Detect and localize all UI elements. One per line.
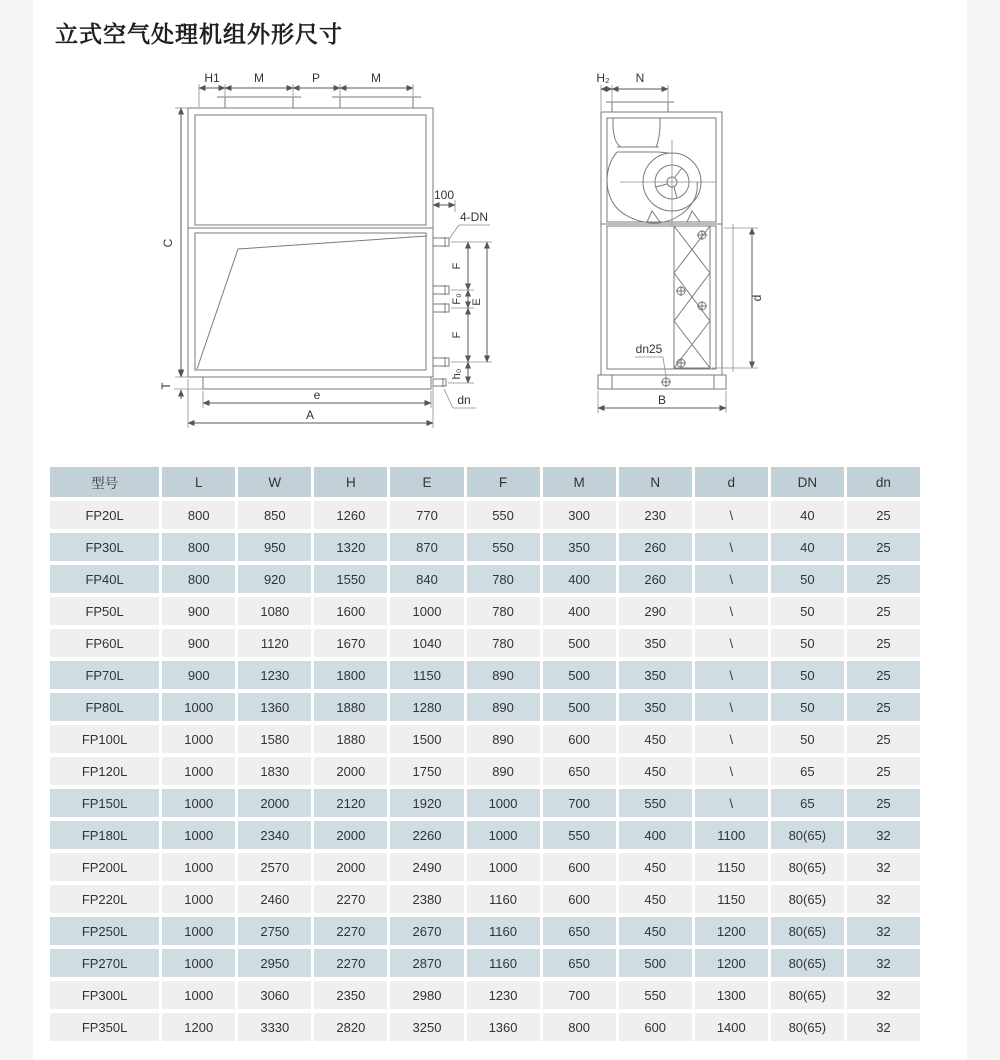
value-cell: \ — [695, 501, 768, 529]
table-header-row — [50, 467, 920, 497]
dim-label-t: T — [159, 382, 173, 390]
side-outlet-collar — [606, 102, 674, 112]
value-cell: 1000 — [162, 789, 235, 817]
table-row — [50, 853, 920, 881]
column-header: E — [390, 467, 463, 497]
value-cell: 50 — [771, 565, 844, 593]
value-cell: 1080 — [238, 597, 311, 625]
value-cell: 800 — [162, 501, 235, 529]
value-cell: 1500 — [390, 725, 463, 753]
table-row — [50, 661, 920, 689]
model-cell: FP270L — [50, 949, 159, 977]
dim-label-f0: F₀ — [451, 293, 463, 305]
value-cell: \ — [695, 565, 768, 593]
value-cell: 2270 — [314, 885, 387, 913]
table-row — [50, 565, 920, 593]
column-header: H — [314, 467, 387, 497]
model-cell: FP200L — [50, 853, 159, 881]
value-cell: 1160 — [467, 917, 540, 945]
model-cell: FP120L — [50, 757, 159, 785]
value-cell: 1000 — [162, 757, 235, 785]
value-cell: 2750 — [238, 917, 311, 945]
dim-label-m-left: M — [254, 71, 264, 85]
dim-label-d: d — [750, 294, 764, 302]
value-cell: 2000 — [314, 821, 387, 849]
model-cell: FP350L — [50, 1013, 159, 1041]
value-cell: 1040 — [390, 629, 463, 657]
value-cell: 80(65) — [771, 821, 844, 849]
value-cell: 900 — [162, 629, 235, 657]
column-header: N — [619, 467, 692, 497]
value-cell: 450 — [619, 725, 692, 753]
value-cell: 1000 — [467, 821, 540, 849]
value-cell: 780 — [467, 629, 540, 657]
value-cell: 1000 — [162, 853, 235, 881]
value-cell: \ — [695, 533, 768, 561]
value-cell: 600 — [619, 1013, 692, 1041]
side-view-diagram — [596, 71, 764, 413]
value-cell: 2260 — [390, 821, 463, 849]
value-cell: 1000 — [162, 949, 235, 977]
top-outlet-collars — [217, 97, 421, 108]
value-cell: 65 — [771, 757, 844, 785]
value-cell: \ — [695, 629, 768, 657]
value-cell: 2120 — [314, 789, 387, 817]
value-cell: 50 — [771, 725, 844, 753]
value-cell: 1200 — [695, 949, 768, 977]
dim-label-b: B — [657, 393, 667, 407]
value-cell: 1300 — [695, 981, 768, 1009]
value-cell: 2870 — [390, 949, 463, 977]
value-cell: 1600 — [314, 597, 387, 625]
value-cell: 2000 — [238, 789, 311, 817]
value-cell: 400 — [543, 597, 616, 625]
value-cell: 870 — [390, 533, 463, 561]
b-dimension — [598, 391, 726, 413]
value-cell: 2380 — [390, 885, 463, 913]
value-cell: 1880 — [314, 693, 387, 721]
table-row — [50, 821, 920, 849]
dim-label-m-right: M — [371, 71, 381, 85]
value-cell: 32 — [847, 949, 920, 977]
model-cell: FP180L — [50, 821, 159, 849]
top-dimension-chain — [199, 71, 413, 107]
value-cell: \ — [695, 725, 768, 753]
value-cell: 300 — [543, 501, 616, 529]
value-cell: 350 — [619, 661, 692, 689]
value-cell: 25 — [847, 693, 920, 721]
dim-label-e: e — [313, 388, 321, 402]
value-cell: 920 — [238, 565, 311, 593]
value-cell: 40 — [771, 533, 844, 561]
dim-label-f-lower: F — [451, 331, 463, 339]
value-cell: 1200 — [695, 917, 768, 945]
dim-label-dn: dn — [457, 393, 471, 407]
dim-label-h2: H₂ — [596, 71, 610, 85]
value-cell: 32 — [847, 917, 920, 945]
value-cell: 2350 — [314, 981, 387, 1009]
table-row — [50, 597, 920, 625]
value-cell: 25 — [847, 565, 920, 593]
page — [33, 0, 967, 1060]
value-cell: 890 — [467, 757, 540, 785]
value-cell: 260 — [619, 565, 692, 593]
value-cell: 40 — [771, 501, 844, 529]
value-cell: 600 — [543, 853, 616, 881]
value-cell: 80(65) — [771, 917, 844, 945]
value-cell: 1000 — [162, 725, 235, 753]
column-header: W — [238, 467, 311, 497]
value-cell: 1800 — [314, 661, 387, 689]
value-cell: 1830 — [238, 757, 311, 785]
model-cell: FP60L — [50, 629, 159, 657]
column-header: DN — [771, 467, 844, 497]
value-cell: 2000 — [314, 757, 387, 785]
value-cell: 25 — [847, 789, 920, 817]
table-row — [50, 917, 920, 945]
cabinet-outline — [188, 108, 433, 389]
column-header: d — [695, 467, 768, 497]
dn25-callout — [635, 342, 666, 377]
value-cell: 600 — [543, 885, 616, 913]
value-cell: 450 — [619, 853, 692, 881]
column-header: M — [543, 467, 616, 497]
dim-label-dn25: dn25 — [635, 342, 663, 356]
table-row — [50, 501, 920, 529]
value-cell: \ — [695, 597, 768, 625]
value-cell: \ — [695, 757, 768, 785]
column-header: F — [467, 467, 540, 497]
value-cell: 80(65) — [771, 885, 844, 913]
offset-100-dimension — [433, 188, 455, 212]
table-row — [50, 949, 920, 977]
diagrams-svg — [33, 55, 967, 455]
value-cell: 25 — [847, 629, 920, 657]
value-cell: 800 — [543, 1013, 616, 1041]
value-cell: 700 — [543, 981, 616, 1009]
value-cell: 890 — [467, 693, 540, 721]
value-cell: 2270 — [314, 917, 387, 945]
value-cell: 1260 — [314, 501, 387, 529]
table-row — [50, 757, 920, 785]
value-cell: 1360 — [238, 693, 311, 721]
value-cell: 400 — [619, 821, 692, 849]
value-cell: \ — [695, 693, 768, 721]
value-cell: 1160 — [467, 949, 540, 977]
value-cell: 32 — [847, 981, 920, 1009]
model-cell: FP100L — [50, 725, 159, 753]
value-cell: 3060 — [238, 981, 311, 1009]
value-cell: 80(65) — [771, 949, 844, 977]
pipe-stubs — [433, 237, 449, 387]
value-cell: 1550 — [314, 565, 387, 593]
value-cell: 350 — [619, 693, 692, 721]
h2-n-dimensions — [596, 71, 668, 111]
table-row — [50, 789, 920, 817]
value-cell: 25 — [847, 597, 920, 625]
value-cell: 890 — [467, 661, 540, 689]
dim-label-h1: H1 — [204, 71, 220, 85]
model-cell: FP250L — [50, 917, 159, 945]
value-cell: 32 — [847, 885, 920, 913]
c-dimension — [161, 108, 189, 377]
value-cell: 230 — [619, 501, 692, 529]
value-cell: 780 — [467, 597, 540, 625]
t-dimension — [159, 367, 203, 399]
table-row — [50, 629, 920, 657]
value-cell: 1400 — [695, 1013, 768, 1041]
value-cell: 1000 — [162, 885, 235, 913]
value-cell: \ — [695, 789, 768, 817]
value-cell: 32 — [847, 821, 920, 849]
spec-table-body — [50, 501, 920, 1041]
value-cell: 3330 — [238, 1013, 311, 1041]
value-cell: 800 — [162, 533, 235, 561]
dim-label-n: N — [635, 71, 645, 85]
value-cell: 500 — [543, 629, 616, 657]
dim-label-e-pipes: E — [471, 298, 483, 306]
dn-callout — [444, 389, 476, 408]
pipe-dimension-chain — [448, 242, 492, 383]
value-cell: 25 — [847, 501, 920, 529]
value-cell: 1280 — [390, 693, 463, 721]
coil-section — [674, 226, 710, 368]
column-header: L — [162, 467, 235, 497]
four-dn-callout — [449, 210, 490, 239]
value-cell: 25 — [847, 533, 920, 561]
value-cell: 550 — [467, 501, 540, 529]
value-cell: 1320 — [314, 533, 387, 561]
value-cell: 1360 — [467, 1013, 540, 1041]
value-cell: 600 — [543, 725, 616, 753]
value-cell: 800 — [162, 565, 235, 593]
model-cell: FP70L — [50, 661, 159, 689]
value-cell: 1000 — [467, 789, 540, 817]
table-row — [50, 725, 920, 753]
value-cell: 3250 — [390, 1013, 463, 1041]
value-cell: 500 — [543, 693, 616, 721]
value-cell: 2820 — [314, 1013, 387, 1041]
model-cell: FP30L — [50, 533, 159, 561]
value-cell: 770 — [390, 501, 463, 529]
value-cell: 2460 — [238, 885, 311, 913]
column-header: 型号 — [50, 467, 159, 497]
value-cell: 1100 — [695, 821, 768, 849]
value-cell: 1150 — [390, 661, 463, 689]
value-cell: 550 — [619, 981, 692, 1009]
value-cell: 1150 — [695, 853, 768, 881]
dimension-diagrams — [33, 55, 967, 455]
value-cell: 550 — [619, 789, 692, 817]
value-cell: 2000 — [314, 853, 387, 881]
value-cell: 80(65) — [771, 1013, 844, 1041]
value-cell: 1000 — [162, 917, 235, 945]
value-cell: 2270 — [314, 949, 387, 977]
d-dimension — [712, 224, 764, 372]
table-row — [50, 693, 920, 721]
value-cell: 1150 — [695, 885, 768, 913]
value-cell: 1580 — [238, 725, 311, 753]
value-cell: 1000 — [467, 853, 540, 881]
value-cell: 1160 — [467, 885, 540, 913]
model-cell: FP40L — [50, 565, 159, 593]
value-cell: 500 — [543, 661, 616, 689]
value-cell: 700 — [543, 789, 616, 817]
value-cell: 650 — [543, 949, 616, 977]
value-cell: 890 — [467, 725, 540, 753]
value-cell: 1000 — [162, 693, 235, 721]
value-cell: 25 — [847, 725, 920, 753]
value-cell: 50 — [771, 661, 844, 689]
value-cell: 900 — [162, 661, 235, 689]
bottom-dimensions — [188, 379, 433, 428]
value-cell: 25 — [847, 757, 920, 785]
value-cell: 650 — [543, 757, 616, 785]
value-cell: 1230 — [238, 661, 311, 689]
value-cell: 1750 — [390, 757, 463, 785]
value-cell: 350 — [619, 629, 692, 657]
value-cell: 1120 — [238, 629, 311, 657]
dim-label-100: 100 — [433, 188, 455, 202]
value-cell: 50 — [771, 629, 844, 657]
dim-label-p: P — [311, 71, 321, 85]
page-title: 立式空气处理机组外形尺寸 — [55, 21, 343, 47]
value-cell: 80(65) — [771, 853, 844, 881]
value-cell: 780 — [467, 565, 540, 593]
value-cell: 1000 — [162, 981, 235, 1009]
value-cell: 1000 — [390, 597, 463, 625]
value-cell: \ — [695, 661, 768, 689]
value-cell: 2490 — [390, 853, 463, 881]
value-cell: 1920 — [390, 789, 463, 817]
value-cell: 32 — [847, 853, 920, 881]
table-row — [50, 885, 920, 913]
value-cell: 1670 — [314, 629, 387, 657]
value-cell: 550 — [467, 533, 540, 561]
value-cell: 550 — [543, 821, 616, 849]
value-cell: 2670 — [390, 917, 463, 945]
dim-label-f-upper: F — [451, 262, 463, 270]
value-cell: 840 — [390, 565, 463, 593]
value-cell: 450 — [619, 757, 692, 785]
value-cell: 950 — [238, 533, 311, 561]
value-cell: 25 — [847, 661, 920, 689]
table-row — [50, 981, 920, 1009]
column-header: dn — [847, 467, 920, 497]
dim-label-c: C — [161, 238, 175, 248]
value-cell: 450 — [619, 917, 692, 945]
value-cell: 850 — [238, 501, 311, 529]
value-cell: 2980 — [390, 981, 463, 1009]
table-row — [50, 1013, 920, 1041]
table-row — [50, 533, 920, 561]
value-cell: 2950 — [238, 949, 311, 977]
value-cell: 1880 — [314, 725, 387, 753]
model-cell: FP80L — [50, 693, 159, 721]
dim-label-4dn: 4-DN — [459, 210, 489, 224]
dimension-table — [47, 463, 923, 1045]
value-cell: 32 — [847, 1013, 920, 1041]
value-cell: 1000 — [162, 821, 235, 849]
value-cell: 450 — [619, 885, 692, 913]
value-cell: 260 — [619, 533, 692, 561]
value-cell: 50 — [771, 693, 844, 721]
value-cell: 900 — [162, 597, 235, 625]
value-cell: 650 — [543, 917, 616, 945]
model-cell: FP20L — [50, 501, 159, 529]
model-cell: FP150L — [50, 789, 159, 817]
value-cell: 1230 — [467, 981, 540, 1009]
value-cell: 50 — [771, 597, 844, 625]
value-cell: 2340 — [238, 821, 311, 849]
dimension-table-container — [47, 463, 923, 1045]
value-cell: 65 — [771, 789, 844, 817]
value-cell: 1200 — [162, 1013, 235, 1041]
value-cell: 80(65) — [771, 981, 844, 1009]
value-cell: 350 — [543, 533, 616, 561]
value-cell: 290 — [619, 597, 692, 625]
model-cell: FP300L — [50, 981, 159, 1009]
fan-impeller — [607, 118, 716, 226]
value-cell: 500 — [619, 949, 692, 977]
value-cell: 400 — [543, 565, 616, 593]
value-cell: 2570 — [238, 853, 311, 881]
dim-label-a: A — [305, 408, 315, 422]
dim-label-h0: h₀ — [451, 368, 463, 380]
front-view-diagram — [159, 71, 492, 428]
model-cell: FP50L — [50, 597, 159, 625]
model-cell: FP220L — [50, 885, 159, 913]
